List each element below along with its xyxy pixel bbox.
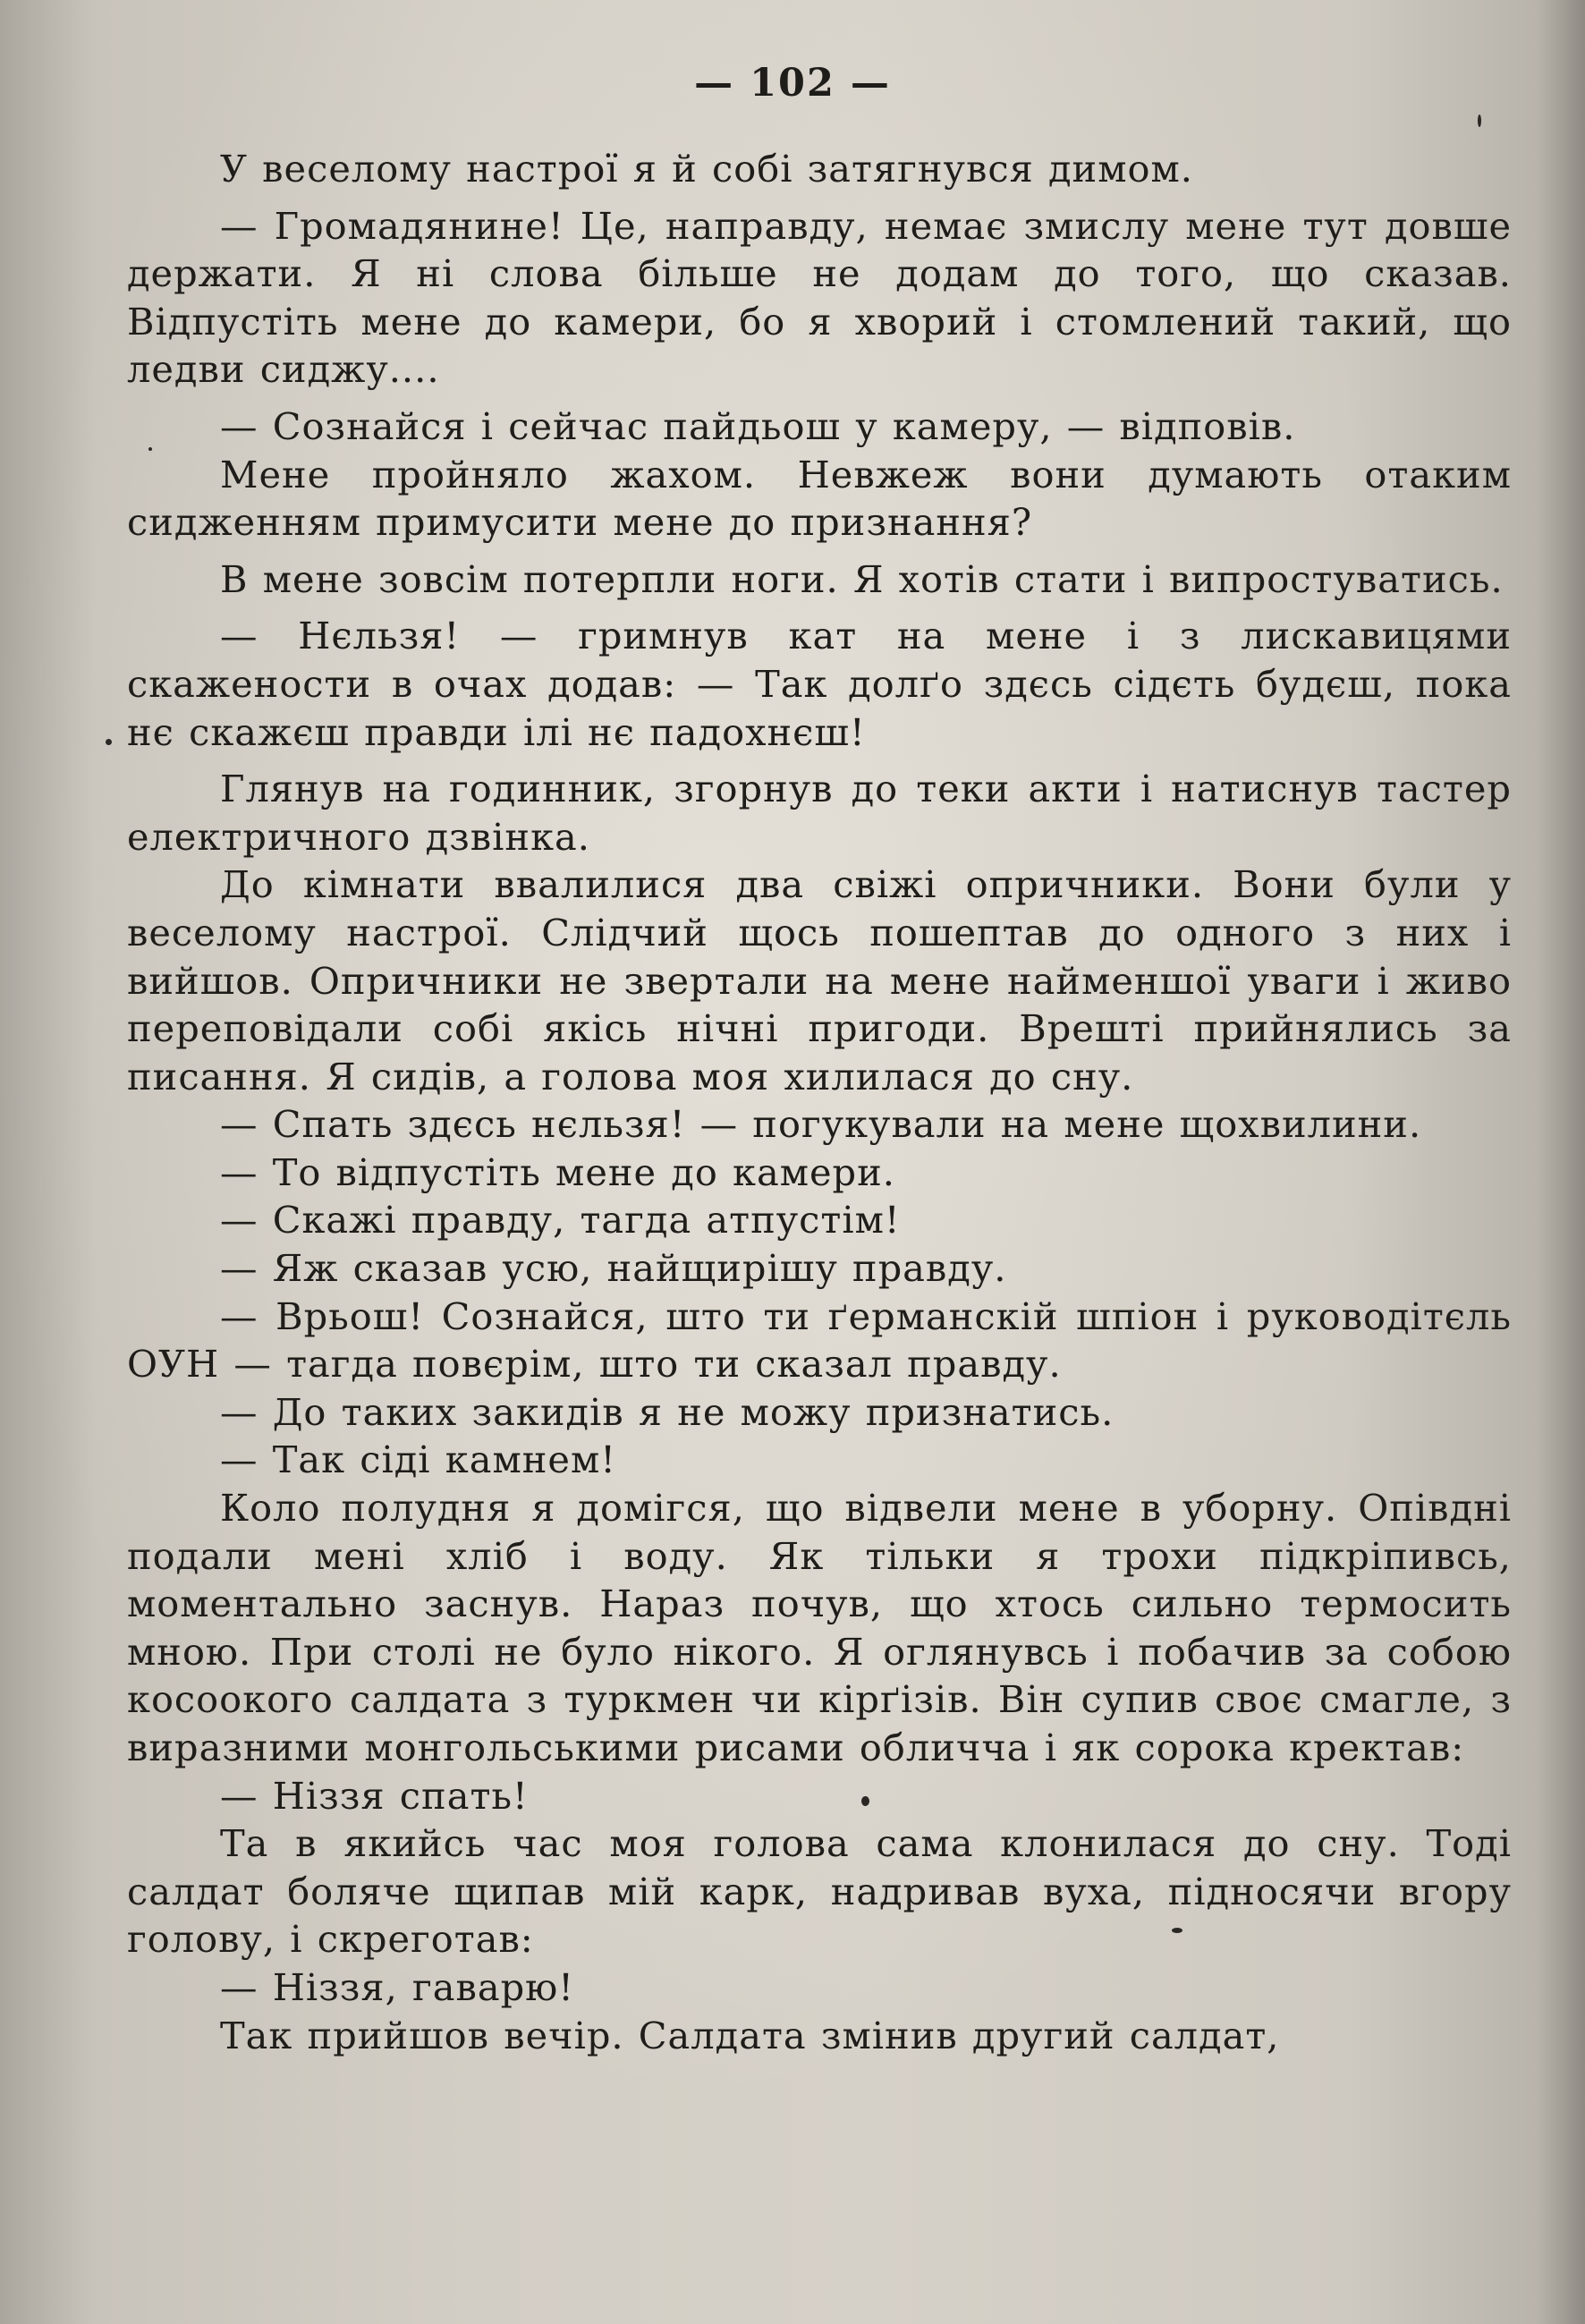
paragraph: — Ніззя, гаварю!	[220, 1964, 574, 2009]
page-number: — 102 —	[694, 61, 891, 106]
paragraph: — Скажі правду, тагда атпустім!	[220, 1198, 901, 1243]
paragraph: У веселому настрої я й собі затягнувся димом.	[220, 147, 1193, 191]
paragraph: — Сознайся і сейчас пайдьош у камеру, — відповів.	[220, 403, 1296, 448]
paragraph: — Врьош! Сознайся, што ти ґерманскій шпіон і руководітєль ОУН — тагда повєрім, што ти сказал правду.	[127, 1293, 1512, 1387]
paper-speck	[106, 739, 112, 745]
paragraph: — Нєльзя! — гримнув кат на мене і з лискавицями скажености в очах додав: — Так долґо здєсь сідєть будєш, пока нє скажєш правди ілі нє падохнєш!	[127, 614, 1512, 754]
paragraph: Та в якийсь час моя голова сама клонилася до сну. Тоді салдат боляче щипав мій карк, надривав вуха, підносячи вгору голову, і скреготав:	[127, 1821, 1512, 1962]
paragraph: До кімнати ввалилися два свіжі опричники. Вони були у веселому настрої. Слідчий щось пошептав до одного з них і вийшов. Опричники не звертали на мене найменшої уваги і живо переповідали собі якісь нічні пригоди. Врешті прийнялись за писання. Я сидів, а голова моя хилилася до сну.	[127, 862, 1512, 1098]
paper-speck	[148, 447, 152, 451]
paragraph: — Яж сказав усю, найщирішу правду.	[220, 1246, 1007, 1291]
paragraph: Коло полудня я домігся, що відвели мене в уборну. Опівдні подали мені хліб і воду. Як тільки я трохи підкріпивсь, моментально заснув. Нараз почув, що хтось сильно термосить мною. При столі не було нікого. Я оглянувсь і побачив за собою косоокого салдата з туркмен чи кірґізів. Він супив своє смагле, з виразними монгольськими рисами обличча і як сорока кректав:	[127, 1486, 1512, 1769]
paragraph: — То відпустіть мене до камери.	[220, 1149, 895, 1194]
paragraph: — Громадянине! Це, направду, немає змислу мене тут довше держати. Я ні слова більше не додам до того, що сказав. Відпустіть мене до камери, бо я хворий і стомлений такий, що ледви сиджу....	[127, 203, 1512, 392]
paragraph: — Спать здєсь нєльзя! — погукували на мене щохвилини.	[220, 1102, 1422, 1147]
paragraph: — Ніззя спать!	[220, 1773, 529, 1818]
paragraph: Мене пройняло жахом. Невжеж вони думають отаким сидженням примусити мене до признання?	[127, 452, 1512, 545]
paper-speck	[1478, 115, 1481, 127]
paragraph: Глянув на годинник, згорнув до теки акти і натиснув тастер електричного дзвінка.	[127, 767, 1512, 859]
paper-speck	[1172, 1928, 1182, 1933]
paragraph: — Так сіді камнем!	[220, 1438, 616, 1482]
paragraph: Так прийшов вечір. Салдата змінив другий салдат,	[220, 2013, 1280, 2057]
paragraph: — До таких закидів я не можу признатись.	[220, 1389, 1115, 1434]
paper-speck	[861, 1796, 869, 1806]
paragraph: В мене зовсім потерпли ноги. Я хотів стати і випростуватись.	[220, 556, 1504, 601]
page-body	[127, 145, 1512, 2059]
